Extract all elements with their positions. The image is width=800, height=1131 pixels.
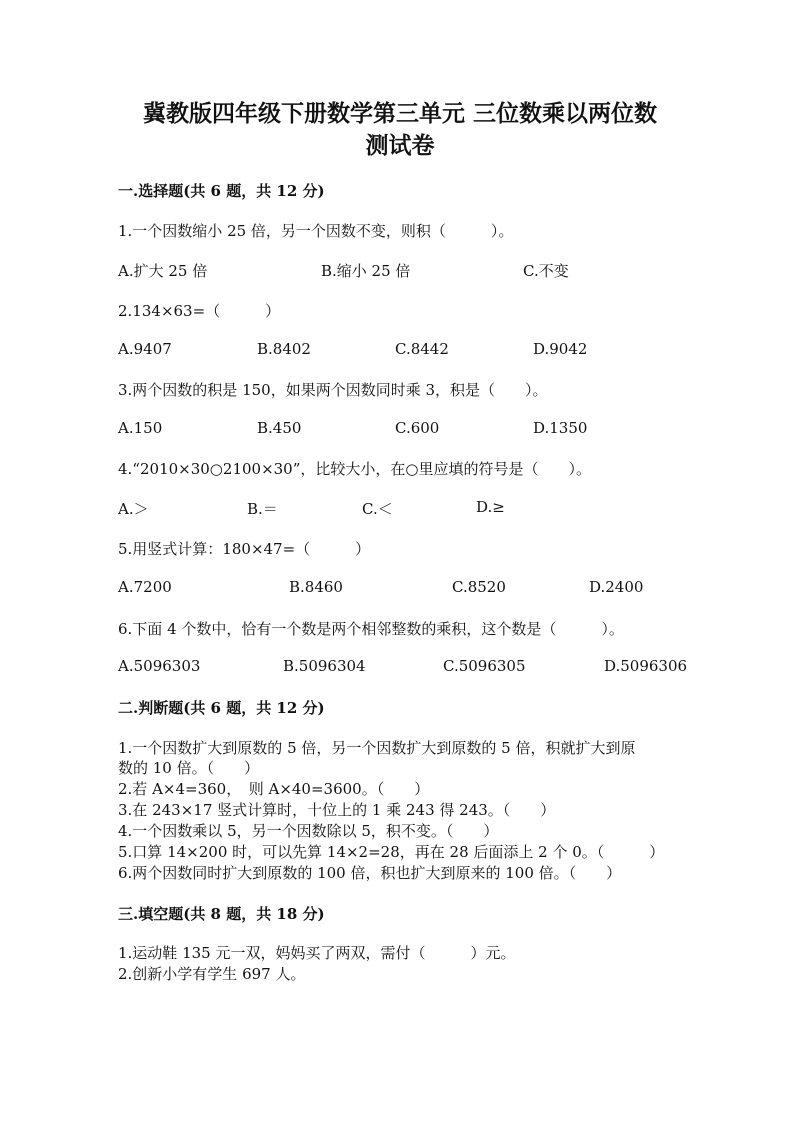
option: C.5096305 <box>443 657 526 675</box>
option: C.8520 <box>452 578 506 596</box>
question-text: 1.一个因数缩小 25 倍，另一个因数不变，则积（ ）。 <box>118 222 514 240</box>
option: D.2400 <box>589 578 644 596</box>
fill-line: 1.运动鞋 135 元一双，妈妈买了两双，需付（ ）元。 <box>118 944 516 962</box>
judgement-line: 4.一个因数乘以 5，另一个因数除以 5，积不变。（ ） <box>118 822 499 840</box>
option: A.扩大 25 倍 <box>118 262 208 280</box>
option: A.7200 <box>118 578 172 596</box>
question-text: 6.下面 4 个数中，恰有一个数是两个相邻整数的乘积，这个数是（ ）。 <box>118 620 624 638</box>
option: D.9042 <box>533 340 588 358</box>
judgement-line: 1.一个因数扩大到原数的 5 倍，另一个因数扩大到原数的 5 倍，积就扩大到原 <box>118 739 636 757</box>
option: D.≥ <box>476 498 505 516</box>
option: C.600 <box>395 419 440 437</box>
option: B.缩小 25 倍 <box>321 262 411 280</box>
judgement-line: 2.若 A×4=360， 则 A×40=3600。（ ） <box>118 780 430 798</box>
option: A.9407 <box>118 340 172 358</box>
question-text: 4.“2010×30○2100×30”，比较大小，在○里应填的符号是（ ）。 <box>118 460 591 478</box>
judgement-line: 数的 10 倍。（ ） <box>118 759 260 777</box>
option: D.1350 <box>533 419 588 437</box>
option: A.5096303 <box>118 657 201 675</box>
option: B.＝ <box>247 500 278 518</box>
option: A.150 <box>118 419 163 437</box>
option: C.8442 <box>395 340 449 358</box>
question-text: 3.两个因数的积是 150，如果两个因数同时乘 3，积是（ ）。 <box>118 381 548 399</box>
option: B.450 <box>257 419 302 437</box>
option: C.＜ <box>362 500 393 518</box>
option: A.＞ <box>118 500 149 518</box>
option: B.8460 <box>289 578 343 596</box>
option: C.不变 <box>523 262 569 280</box>
title-line-2: 测试卷 <box>365 132 435 159</box>
section-heading-choice: 一.选择题(共 6 题，共 12 分) <box>118 182 325 200</box>
question-text: 5.用竖式计算：180×47=（ ） <box>118 540 371 558</box>
option: D.5096306 <box>604 657 688 675</box>
section-heading-judgement: 二.判断题(共 6 题，共 12 分) <box>118 699 325 717</box>
judgement-line: 5.口算 14×200 时，可以先算 14×2=28，再在 28 后面添上 2 个 0。（ ） <box>118 843 665 861</box>
title-line-1: 冀教版四年级下册数学第三单元 三位数乘以两位数 <box>142 100 657 127</box>
section-heading-fill-blank: 三.填空题(共 8 题，共 18 分) <box>118 905 325 923</box>
fill-line: 2.创新小学有学生 697 人。 <box>118 965 306 983</box>
question-text: 2.134×63=（ ） <box>118 302 281 320</box>
option: B.8402 <box>257 340 311 358</box>
judgement-line: 3.在 243×17 竖式计算时，十位上的 1 乘 243 得 243。（ ） <box>118 801 556 819</box>
option: B.5096304 <box>283 657 366 675</box>
judgement-line: 6.两个因数同时扩大到原数的 100 倍，积也扩大到原来的 100 倍。（ ） <box>118 864 622 882</box>
